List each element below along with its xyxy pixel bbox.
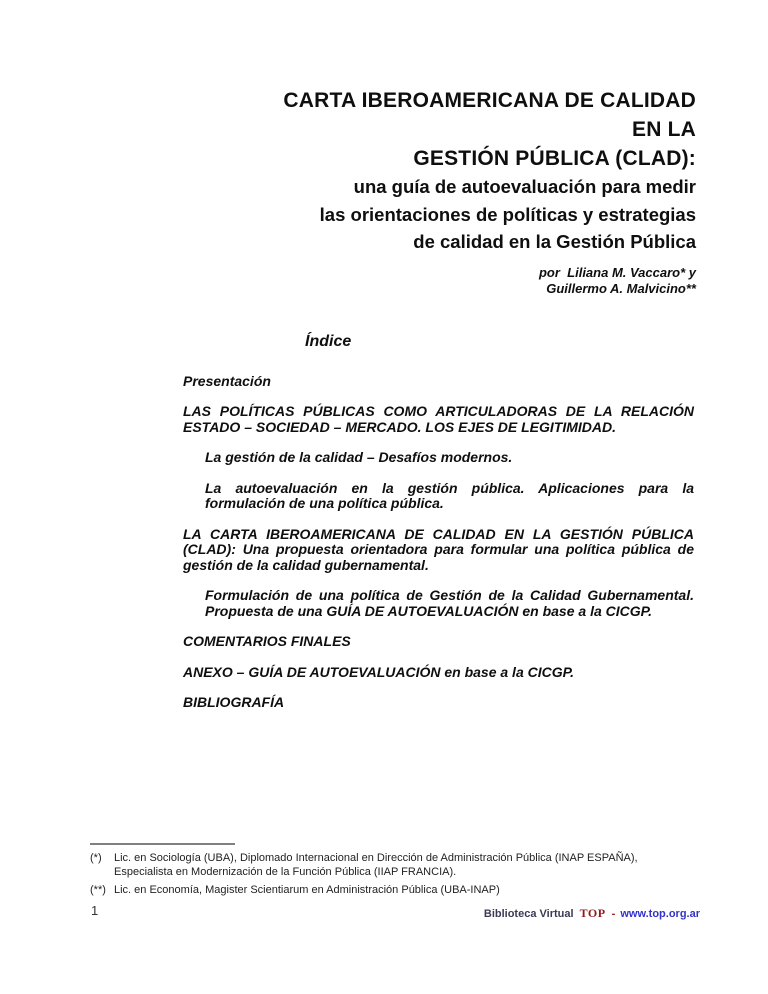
footer-url-link[interactable]: www.top.org.ar bbox=[620, 908, 700, 920]
title-line-3: GESTIÓN PÚBLICA (CLAD): bbox=[413, 147, 696, 170]
footnote-marker: (*) bbox=[90, 852, 102, 864]
index-entry: LA CARTA IBEROAMERICANA DE CALIDAD EN LA GESTIÓN PÚBLICA (CLAD): Una propuesta orientadora para formular una política pública de gestión de la calidad gubernamental. bbox=[183, 525, 694, 573]
title-line-1: CARTA IBEROAMERICANA DE CALIDAD bbox=[283, 89, 696, 112]
footnote bbox=[90, 852, 682, 879]
index-entry: La gestión de la calidad – Desafíos modernos. bbox=[205, 449, 513, 465]
index-entry: Presentación bbox=[183, 372, 271, 389]
index-entry: ANEXO – GUÍA DE AUTOEVALUACIÓN en base a la CICGP. bbox=[183, 663, 575, 680]
document-title bbox=[0, 86, 696, 173]
subtitle-line-1: una guía de autoevaluación para medir bbox=[353, 176, 696, 197]
document-title-block bbox=[0, 0, 768, 256]
page-number: 1 bbox=[91, 903, 99, 918]
footer-brand-name: TOP bbox=[579, 906, 606, 920]
index-entry: BIBLIOGRAFÍA bbox=[183, 694, 285, 710]
subtitle-line-3: de calidad en la Gestión Pública bbox=[413, 231, 696, 252]
footnotes bbox=[90, 843, 682, 903]
footnote-text: Lic. en Sociología (UBA), Diplomado Internacional en Dirección de Administración Pública (INAP ESPAÑA), Especialista en Modernización de la Función Pública (IIAP FRANCIA). bbox=[114, 852, 638, 878]
document-subtitle bbox=[0, 173, 696, 256]
footer-brand-separator: - bbox=[611, 908, 616, 920]
index-entry: LAS POLÍTICAS PÚBLICAS COMO ARTICULADORAS DE LA RELACIÓN ESTADO – SOCIEDAD – MERCADO. LOS EJES DE LEGITIMIDAD. bbox=[183, 403, 694, 435]
footer-brand bbox=[484, 906, 700, 921]
index-entry: La autoevaluación en la gestión pública. Aplicaciones para la formulación de una política pública. bbox=[205, 479, 694, 511]
footnote bbox=[90, 884, 682, 898]
index-heading: Índice bbox=[305, 332, 352, 350]
index-entry: COMENTARIOS FINALES bbox=[183, 633, 351, 649]
index-list bbox=[183, 374, 694, 711]
footer-brand-prefix: Biblioteca Virtual bbox=[483, 908, 574, 920]
footnote-text: Lic. en Economía, Magister Scientiarum en Administración Pública (UBA-INAP) bbox=[114, 884, 500, 896]
index-entry: Formulación de una política de Gestión de la Calidad Gubernamental. Propuesta de una GUÍA DE AUTOEVALUACIÓN en base a la CICGP. bbox=[205, 587, 694, 619]
byline-author-2: Guillermo A. Malvicino** bbox=[546, 280, 696, 296]
subtitle-line-2: las orientaciones de políticas y estrategias bbox=[319, 203, 696, 225]
byline bbox=[0, 265, 768, 297]
title-line-2: EN LA bbox=[632, 118, 696, 141]
footnote-separator bbox=[90, 843, 235, 845]
byline-author-1: por Liliana M. Vaccaro* y bbox=[538, 264, 696, 280]
footnote-marker: (**) bbox=[90, 884, 106, 896]
